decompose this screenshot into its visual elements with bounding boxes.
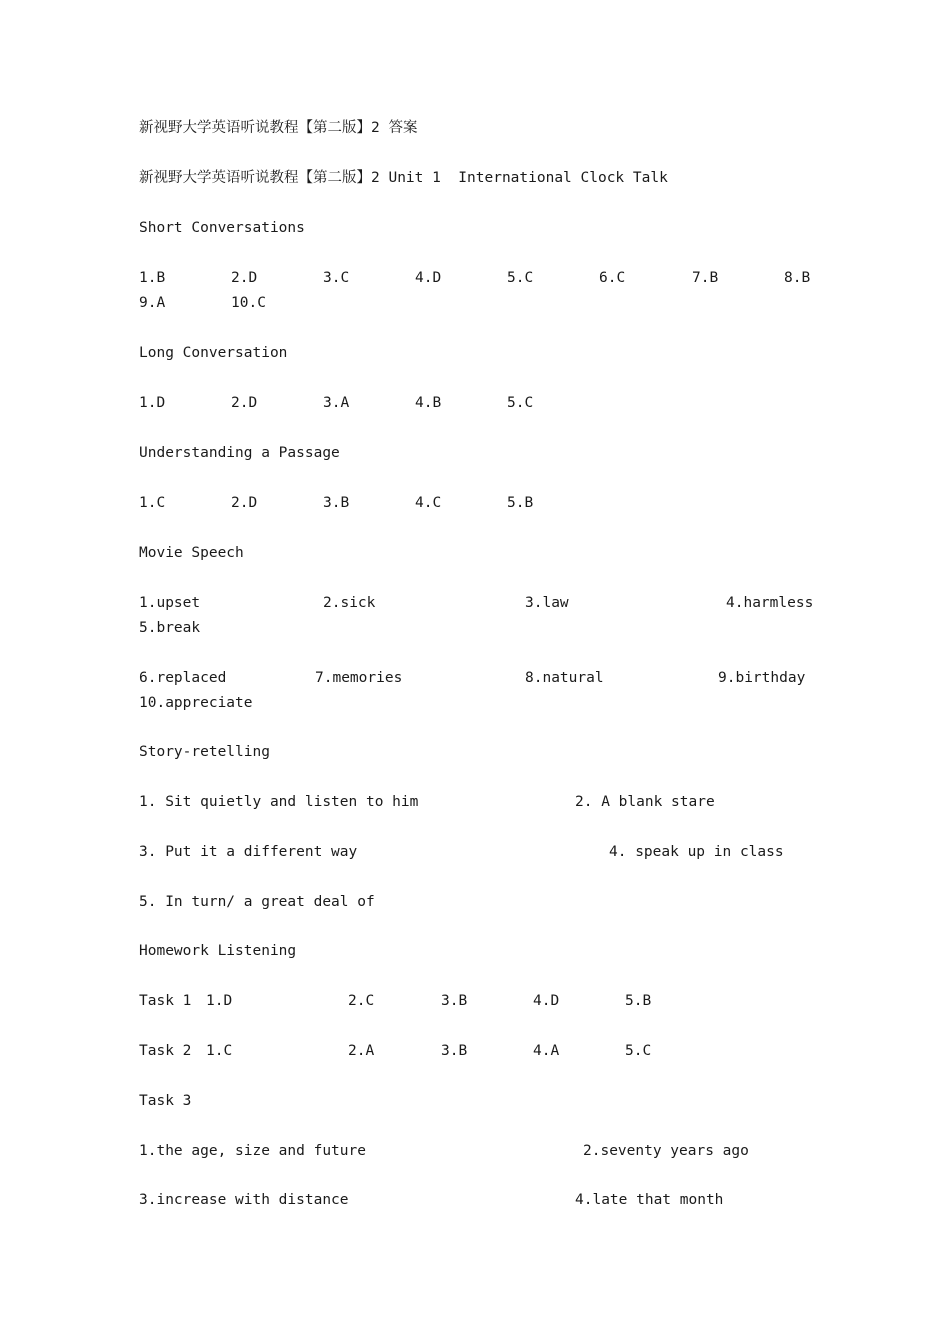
answer-row: [0, 691, 253, 716]
task-label: Task 1: [139, 993, 192, 1009]
answer-item: 1. Sit quietly and listen to him: [139, 794, 419, 810]
answer-row: [0, 491, 534, 516]
answer-row: [0, 790, 715, 815]
answer-item: 1.upset: [139, 595, 201, 611]
answer-item: 2.C: [348, 993, 375, 1009]
answer-item: 8.natural: [525, 670, 604, 686]
answer-item: 3.C: [323, 270, 350, 286]
answer-row: [0, 616, 201, 641]
answer-item: 5.B: [625, 993, 652, 1009]
task-2-row: [0, 1039, 652, 1064]
answer-item: 5.C: [507, 395, 534, 411]
task-label: Task 2: [139, 1043, 192, 1059]
answer-item: 4.harmless: [726, 595, 814, 611]
answer-item: 3.law: [525, 595, 569, 611]
answer-row: [0, 1139, 749, 1164]
answer-row: [0, 266, 811, 291]
answer-item: 3.A: [323, 395, 350, 411]
answer-item: 4. speak up in class: [609, 844, 784, 860]
answer-item: 1.C: [139, 495, 166, 511]
answer-item: 1.D: [139, 395, 166, 411]
answer-item: 1.D: [206, 993, 233, 1009]
answer-item: 2.seventy years ago: [583, 1143, 749, 1159]
answer-item: 2.sick: [323, 595, 376, 611]
answer-row: [0, 1188, 724, 1213]
answer-item: 3.B: [441, 993, 468, 1009]
answer-item: 4.D: [533, 993, 560, 1009]
answer-item: 5.break: [139, 620, 201, 636]
answer-item: 10.C: [231, 295, 266, 311]
answer-item: 5. In turn/ a great deal of: [139, 894, 375, 910]
answer-item: 2.D: [231, 270, 258, 286]
document-page: 新视野大学英语听说教程【第二版】2 答案 新视野大学英语听说教程【第二版】2 Unit 1 International Clock Talk Short Conversations 1.B 2.D 3.C 4.D 5.C 6.C 7.B 8.B 9.A 10.C Long Conversation 1.D 2.D 3.A 4.B 5.C Understanding a Passage 1.C 2.D 3.B 4.C 5.B Movie Speech 1.upset 2.sick 3.law 4.harmless 5.break 6.replaced 7.memories 8.natural 9.birthday 10.appreciate Story-retelling 1. Sit quietly and listen to him 2. A blank stare 3. Put it a different way 4. speak up in class 5. In turn/ a great deal of Homework Listening Task 1 1.D 2.C 3.B 4.D 5.B Task 2 1.C 2.A 3.B 4.A 5.C Task 3 1.the age, size and future 2.seventy years ago 3.increase with distance 4.late that month: [0, 0, 950, 1344]
answer-item: 6.C: [599, 270, 626, 286]
answer-row: [0, 890, 375, 915]
answer-item: 9.birthday: [718, 670, 806, 686]
answer-item: 9.A: [139, 295, 166, 311]
answer-item: 5.B: [507, 495, 534, 511]
answer-item: 4.C: [415, 495, 442, 511]
task-1-row: [0, 989, 652, 1014]
answer-item: 3.B: [323, 495, 350, 511]
answer-item: 4.D: [415, 270, 442, 286]
answer-item: 2. A blank stare: [575, 794, 715, 810]
answer-item: 4.B: [415, 395, 442, 411]
answer-item: 1.B: [139, 270, 166, 286]
task-3-label-row: [0, 1089, 192, 1114]
answer-row: [0, 291, 266, 316]
answer-item: 4.A: [533, 1043, 560, 1059]
answer-item: 3. Put it a different way: [139, 844, 358, 860]
answer-item: 2.A: [348, 1043, 375, 1059]
answer-row: [0, 666, 806, 691]
answer-item: 10.appreciate: [139, 695, 253, 711]
answer-item: 2.D: [231, 495, 258, 511]
answer-item: 5.C: [507, 270, 534, 286]
answer-item: 3.B: [441, 1043, 468, 1059]
answer-item: 1.C: [206, 1043, 233, 1059]
answer-item: 7.B: [692, 270, 719, 286]
task-label: Task 3: [139, 1093, 192, 1109]
answer-item: 2.D: [231, 395, 258, 411]
answer-item: 4.late that month: [575, 1192, 724, 1208]
answer-row: [0, 840, 784, 865]
answer-row: [0, 591, 814, 616]
answer-item: 8.B: [784, 270, 811, 286]
answer-item: 5.C: [625, 1043, 652, 1059]
answer-row: [0, 391, 534, 416]
answer-item: 1.the age, size and future: [139, 1143, 366, 1159]
answer-item: 6.replaced: [139, 670, 227, 686]
answer-item: 7.memories: [315, 670, 403, 686]
answer-item: 3.increase with distance: [139, 1192, 349, 1208]
